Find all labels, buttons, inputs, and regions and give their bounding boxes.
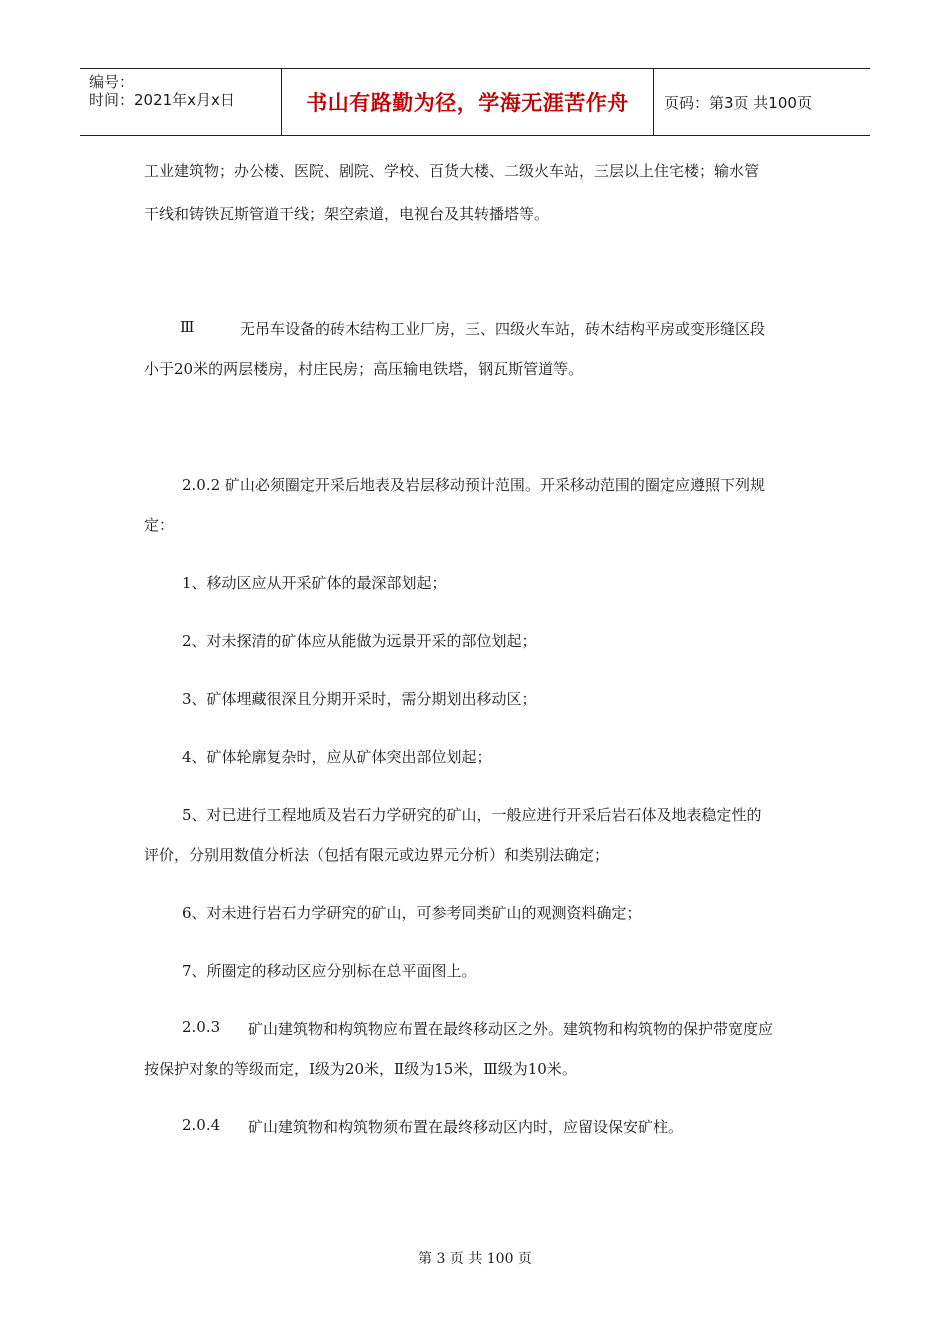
header-motto: 书山有路勤为径，学海无涯苦作舟 (282, 69, 654, 135)
header-page-label: 页码：第3页 共100页 (664, 93, 812, 112)
p4-line1: 矿山建筑物和构筑物应布置在最终移动区之外。建筑物和构筑物的保护带宽度应 (248, 1020, 774, 1038)
list-item-7: 7、所圈定的移动区应分别标在总平面图上。 (182, 962, 477, 980)
header-info (80, 69, 282, 135)
list-item-1: 1、移动区应从开采矿体的最深部划起； (182, 574, 447, 592)
time-label: 时间：2021年x月x日 (89, 91, 235, 109)
list-item-2: 2、对未探清的矿体应从能做为远景开采的部位划起； (182, 632, 537, 650)
p4-line2: 按保护对象的等级而定，Ⅰ级为20米，Ⅱ级为15米，Ⅲ级为10米。 (144, 1060, 577, 1078)
list-item-5-line1: 5、对已进行工程地质及岩石力学研究的矿山，一般应进行开采后岩石体及地表稳定性的 (182, 806, 762, 824)
list-item-4: 4、矿体轮廓复杂时，应从矿体突出部位划起； (182, 748, 492, 766)
p3-line2: 定： (144, 516, 175, 534)
p3-line1: 2.0.2 矿山必须圈定开采后地表及岩层移动预计范围。开采移动范围的圈定应遵照下列规 (182, 476, 765, 494)
p2-line2: 小于20米的两层楼房，村庄民房；高压输电铁塔，钢瓦斯管道等。 (144, 360, 584, 378)
p5-number: 2.0.4 (182, 1116, 221, 1134)
page-footer: 第 3 页 共 100 页 (418, 1251, 532, 1267)
p1-line1: 工业建筑物；办公楼、医院、剧院、学校、百货大楼、二级火车站，三层以上住宅楼；输水管 (144, 162, 760, 180)
list-item-5-line2: 评价，分别用数值分析法（包括有限元或边界元分析）和类别法确定； (144, 846, 610, 864)
p4-number: 2.0.3 (182, 1018, 221, 1036)
p2-line1: 无吊车设备的砖木结构工业厂房，三、四级火车站，砖木结构平房或变形缝区段 (240, 320, 766, 338)
page-header (80, 68, 870, 136)
p1-line2: 干线和铸铁瓦斯管道干线；架空索道，电视台及其转播塔等。 (144, 205, 550, 223)
list-item-3: 3、矿体埋藏很深且分期开采时，需分期划出移动区； (182, 690, 537, 708)
p5-line1: 矿山建筑物和构筑物须布置在最终移动区内时，应留设保安矿柱。 (248, 1118, 684, 1136)
list-item-6: 6、对未进行岩石力学研究的矿山，可参考同类矿山的观测资料确定； (182, 904, 642, 922)
code-label: 编号： (89, 73, 135, 91)
p2-number: Ⅲ (180, 318, 195, 336)
